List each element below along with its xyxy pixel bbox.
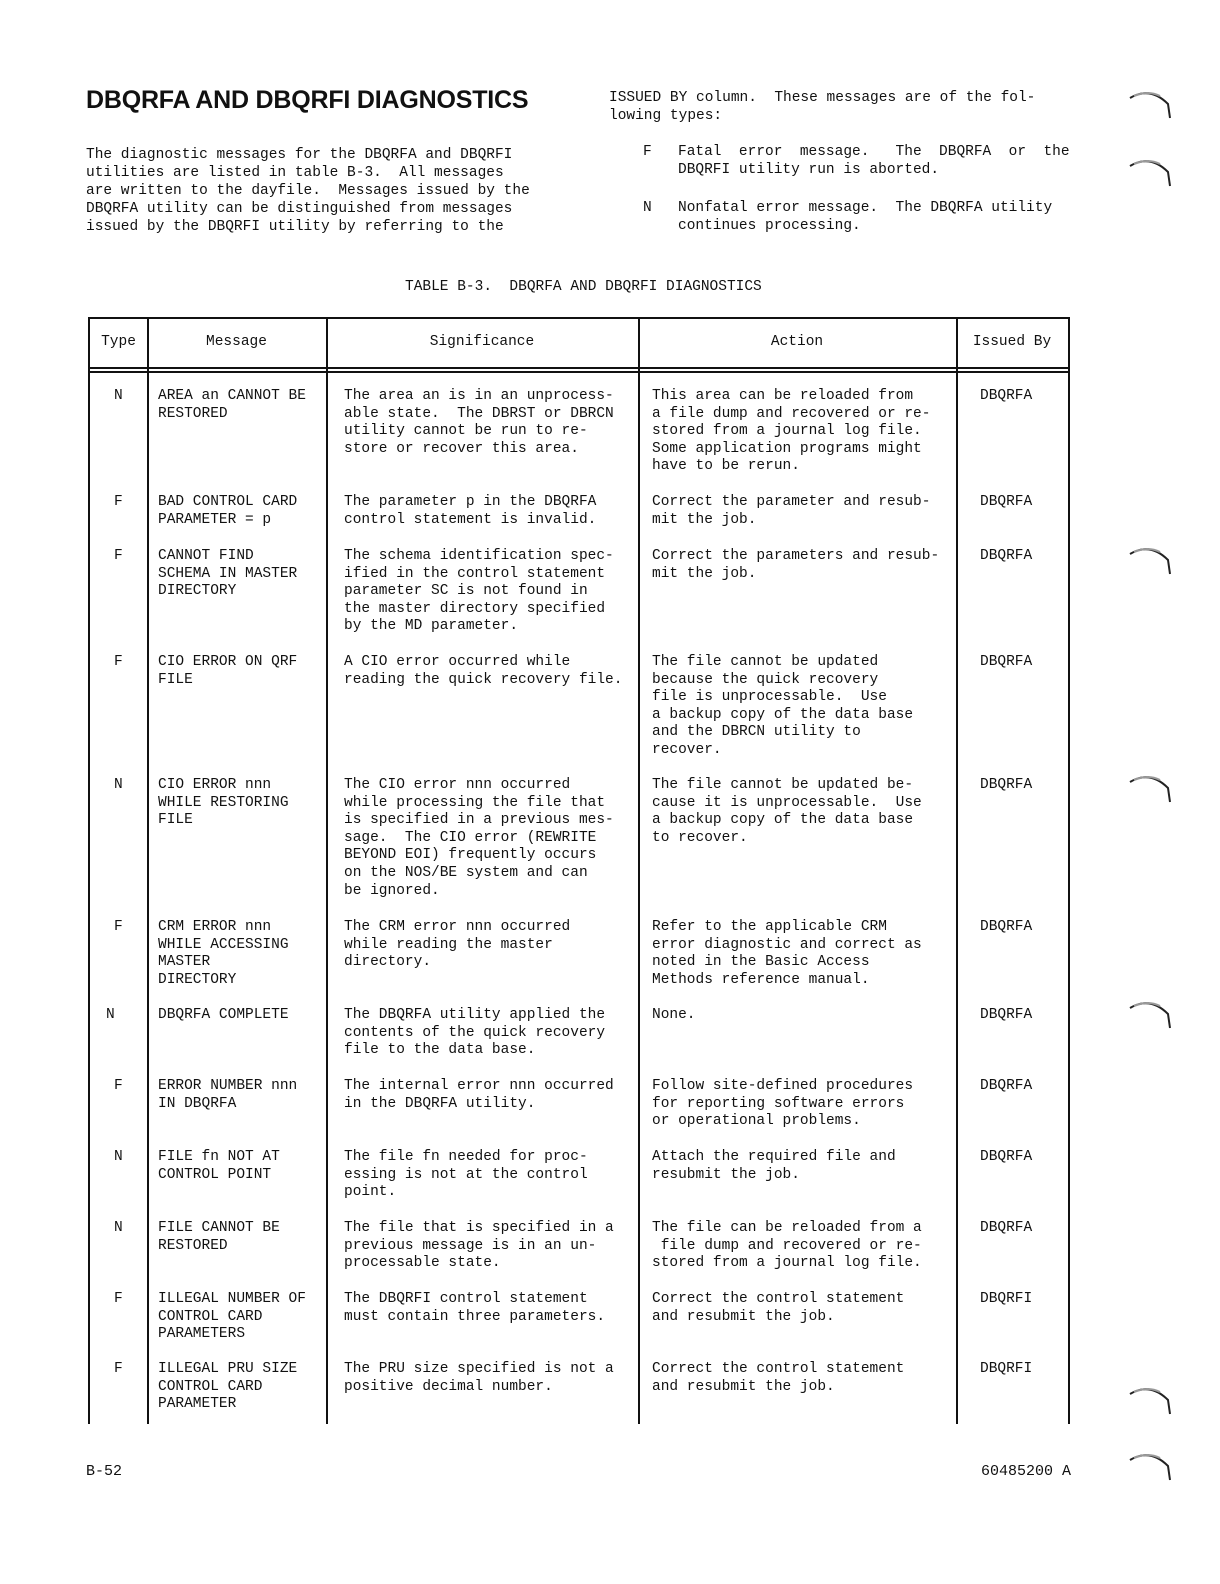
header-message: Message (206, 334, 267, 350)
header-action: Action (770, 334, 824, 350)
cell-message: ILLEGAL PRU SIZE CONTROL CARD PARAMETER (158, 1361, 298, 1413)
cell-action: Refer to the applicable CRM error diagnostic and correct as noted in the Basic Access Methods reference manual. (652, 919, 922, 988)
cell-type: N (114, 1220, 123, 1236)
cell-action: Correct the parameter and resub- mit the job. (652, 494, 931, 528)
cell-significance: The area an is in an unprocess- able state. The DBRST or DBRCN utility cannot be run to re- store or recover this area. (344, 388, 614, 457)
header-rule (90, 367, 1068, 369)
table-caption: TABLE B-3. DBQRFA AND DBQRFI DIAGNOSTICS (405, 279, 762, 295)
page-heading: DBQRFA AND DBQRFI DIAGNOSTICS (86, 86, 529, 114)
cell-message: CIO ERROR nnn WHILE RESTORING FILE (158, 777, 289, 829)
cell-issued-by: DBQRFA (980, 1078, 1033, 1094)
intro-paragraph-right: ISSUED BY column. These messages are of the fol- lowing types: (609, 90, 1036, 124)
binding-hole-mark (1128, 1446, 1174, 1486)
cell-significance: The internal error nnn occurred in the DBQRFA utility. (344, 1078, 614, 1112)
column-divider (638, 319, 640, 1424)
cell-message: FILE fn NOT AT CONTROL POINT (158, 1149, 280, 1183)
cell-issued-by: DBQRFA (980, 919, 1033, 935)
type-code: F (643, 144, 652, 160)
cell-action: Correct the control statement and resubmit the job. (652, 1291, 905, 1325)
cell-action: The file cannot be updated because the quick recovery file is unprocessable. Use a backup copy of the data base and the DBRCN utility to recover. (652, 654, 914, 758)
cell-significance: A CIO error occurred while reading the quick recovery file. (344, 654, 623, 688)
cell-issued-by: DBQRFA (980, 1007, 1033, 1023)
binding-hole-mark (1128, 84, 1174, 124)
cell-message: ILLEGAL NUMBER OF CONTROL CARD PARAMETERS (158, 1291, 306, 1343)
document-number: 60485200 A (981, 1463, 1072, 1480)
type-description: Fatal error message. The DBQRFA or the DBQRFI utility run is aborted. (678, 144, 1070, 178)
cell-message: CANNOT FIND SCHEMA IN MASTER DIRECTORY (158, 548, 298, 600)
cell-message: CRM ERROR nnn WHILE ACCESSING MASTER DIRECTORY (158, 919, 289, 988)
cell-issued-by: DBQRFA (980, 1149, 1033, 1165)
cell-significance: The CIO error nnn occurred while processing the file that is specified in a previous mes- sage. The CIO error (REWRITE BEYOND EOI) frequently occurs on the NOS/BE system and can be ignored. (344, 777, 614, 899)
column-divider (326, 319, 328, 1424)
cell-significance: The file that is specified in a previous message is in an un- processable state. (344, 1220, 614, 1272)
header-significance: Significance (429, 334, 535, 350)
cell-significance: The file fn needed for proc- essing is not at the control point. (344, 1149, 588, 1201)
cell-issued-by: DBQRFA (980, 777, 1033, 793)
binding-hole-mark (1128, 768, 1174, 808)
column-divider (147, 319, 149, 1424)
cell-type: F (114, 548, 123, 564)
cell-issued-by: DBQRFI (980, 1291, 1033, 1307)
cell-type: F (114, 1291, 123, 1307)
cell-type: F (114, 1078, 123, 1094)
cell-action: Attach the required file and resubmit the job. (652, 1149, 896, 1183)
cell-action: None. (652, 1007, 696, 1023)
cell-message: AREA an CANNOT BE RESTORED (158, 388, 306, 422)
cell-type: N (114, 777, 123, 793)
cell-message: DBQRFA COMPLETE (158, 1007, 289, 1023)
cell-action: Follow site-defined procedures for reporting software errors or operational problems. (652, 1078, 914, 1130)
binding-hole-mark (1128, 540, 1174, 580)
cell-action: The file can be reloaded from a file dump and recovered or re- stored from a journal log file. (652, 1220, 922, 1272)
diagnostics-table (88, 317, 1070, 1424)
cell-issued-by: DBQRFA (980, 1220, 1033, 1236)
cell-type: N (106, 1007, 115, 1023)
header-issued-by: Issued By (972, 334, 1052, 350)
page-number: B-52 (86, 1463, 123, 1480)
type-description: Nonfatal error message. The DBQRFA utility continues processing. (678, 200, 1053, 234)
type-code: N (643, 200, 652, 216)
cell-type: N (114, 1149, 123, 1165)
binding-hole-mark (1128, 152, 1174, 192)
header-rule (90, 371, 1068, 373)
cell-message: BAD CONTROL CARD PARAMETER = p (158, 494, 298, 528)
cell-issued-by: DBQRFI (980, 1361, 1033, 1377)
cell-significance: The CRM error nnn occurred while reading the master directory. (344, 919, 571, 971)
cell-issued-by: DBQRFA (980, 654, 1033, 670)
cell-issued-by: DBQRFA (980, 388, 1033, 404)
intro-paragraph-left: The diagnostic messages for the DBQRFA and DBQRFI utilities are listed in table B-3. All messages are written to the dayfile. Messages issued by the DBQRFA utility can be distinguished from messages issued by the DBQRFI utility by referring to the (86, 147, 530, 235)
cell-action: Correct the parameters and resub- mit the job. (652, 548, 940, 582)
cell-message: CIO ERROR ON QRF FILE (158, 654, 298, 688)
cell-significance: The schema identification spec- ified in the control statement parameter SC is not found in the master directory specified by the MD parameter. (344, 548, 614, 635)
cell-issued-by: DBQRFA (980, 548, 1033, 564)
cell-significance: The DBQRFA utility applied the contents of the quick recovery file to the data base. (344, 1007, 606, 1059)
cell-message: FILE CANNOT BE RESTORED (158, 1220, 280, 1254)
cell-significance: The DBQRFI control statement must contain three parameters. (344, 1291, 606, 1325)
cell-action: Correct the control statement and resubmit the job. (652, 1361, 905, 1395)
cell-message: ERROR NUMBER nnn IN DBQRFA (158, 1078, 298, 1112)
cell-action: This area can be reloaded from a file dump and recovered or re- stored from a journal log file. Some application programs might have to be rerun. (652, 388, 931, 475)
cell-significance: The PRU size specified is not a positive decimal number. (344, 1361, 614, 1395)
cell-type: N (114, 388, 123, 404)
cell-type: F (114, 919, 123, 935)
binding-hole-mark (1128, 994, 1174, 1034)
cell-type: F (114, 494, 123, 510)
cell-significance: The parameter p in the DBQRFA control statement is invalid. (344, 494, 597, 528)
cell-type: F (114, 654, 123, 670)
header-type: Type (101, 334, 136, 350)
column-divider (956, 319, 958, 1424)
binding-hole-mark (1128, 1380, 1174, 1420)
cell-issued-by: DBQRFA (980, 494, 1033, 510)
cell-type: F (114, 1361, 123, 1377)
cell-action: The file cannot be updated be- cause it is unprocessable. Use a backup copy of the data base to recover. (652, 777, 922, 846)
